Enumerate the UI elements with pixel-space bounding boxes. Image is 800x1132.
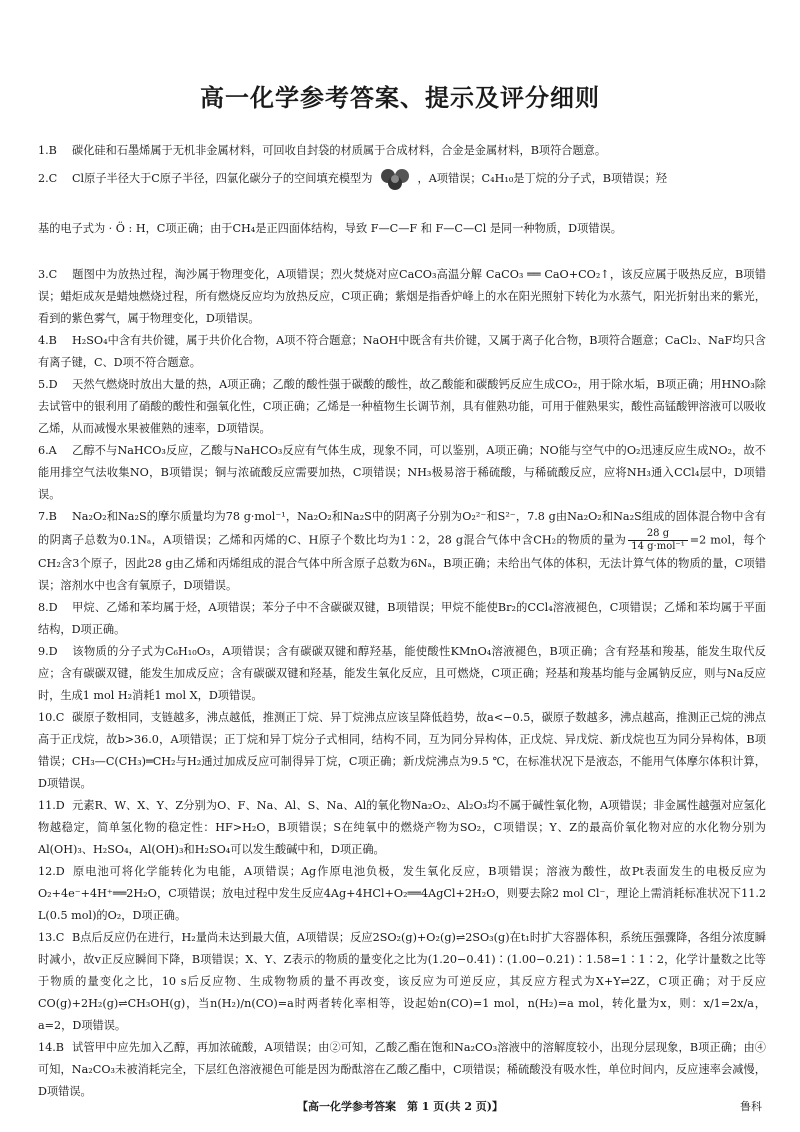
answer-number: 7.B	[38, 510, 57, 523]
fraction-denominator: 14 g·mol⁻¹	[631, 541, 685, 552]
answer-number: 12.D	[38, 865, 65, 878]
answer-text: 碳化硅和石墨烯属于无机非金属材料，可回收自封袋的材质属于合成材料，合金是金属材料，B项符合题意。	[72, 144, 607, 157]
publisher-label: 鲁科	[740, 1100, 762, 1113]
answer-number: 3.C	[38, 268, 58, 281]
answer-text: Na₂O₂和Na₂S的摩尔质量均为78 g·mol⁻¹，Na₂O₂和Na₂S中的阴离子分别为O₂²⁻和S²⁻，7.8 g由Na₂O₂和Na₂S组成的固体混合物中含有的阴离子总数为0.1Nₐ，A项错误；乙烯和丙烯的C、H原子个数比均为1∶2，28 g混合气体	[38, 510, 766, 547]
answer-item-13	[38, 927, 766, 1037]
answer-number: 1.B	[38, 144, 57, 157]
answer-item-12	[38, 861, 766, 927]
answer-number: 11.D	[38, 799, 65, 812]
answer-text: B点后反应仍在进行，H₂量尚未达到最大值，A项错误；反应2SO₂(g)+O₂(g)⇌2SO₃(g)在t₁时扩大容器体积，系统压强骤降，各组分浓度瞬时减小，故v正反应瞬间下降，B项错误；X、Y、Z表示的物质的量变化之比为(1.20−0.41)∶(1.00−0.21)∶1.58=1∶1∶2，化学计量数之比等于物质的量变化之比，10 s后反应物、生成物物质的量不再改变，该反应为可逆反应，其反应方程式为X+Y⇌2Z，C项正确；对于反应CO(g)+2H₂(g)⇌CH₃OH(g)，当n(H₂)/n(CO)=a时两者转化率相等，设起始n(CO)=1 mol，n(H₂)=a mol，转化量为x，则：x/1=2x/a，a=2，D项错误。	[38, 931, 766, 1032]
answer-text: 该物质的分子式为C₆H₁₀O₃，A项错误；含有碳碳双键和醇羟基，能使酸性KMnO₄溶液褪色，B项正确；含有羟基和羧基，能发生取代反应；含有碳碳双键，能发生加成反应；含有碳碳双键和羟基，能发生氧化反应，且可燃烧，C项正确；羟基和羧基均能与金属钠反应，则与Na反应时，生成1 mol H₂消耗1 mol X，D项错误。	[38, 645, 766, 702]
answer-text: 甲烷、乙烯和苯均属于烃，A项错误；苯分子中不含碳碳双键，B项错误；甲烷不能使Br₂的CCl₄溶液褪色，C项错误；乙烯和苯均属于平面结构，D项正确。	[38, 601, 766, 636]
answer-text-line2: 基的电子式为 · Ö : H，C项正确；由于CH₄是正四面体结构，导致 F—C—F 和 F—C—Cl 是同一种物质，D项错误。	[38, 222, 622, 235]
answer-text-cont: ，A项错误；C₄H₁₀是丁烷的分子式，B项错误；羟	[417, 172, 667, 185]
answer-text: 天然气燃烧时放出大量的热，A项正确；乙酸的酸性强于碳酸的酸性，故乙酸能和碳酸钙反应生成CO₂，用于除水垢，B项正确；用HNO₃除去试管中的银利用了硝酸的酸性和强氧化性，C项正确；乙烯是一种植物生长调节剂，具有催熟功能，可用于催熟果实，酸性高锰酸钾溶液可以吸收乙烯，从而减慢水果被催熟的速率，D项错误。	[38, 378, 766, 435]
answer-item-6	[38, 440, 766, 506]
answer-number: 14.B	[38, 1041, 65, 1054]
answer-item-3	[38, 264, 766, 330]
answer-item-10	[38, 707, 766, 795]
answer-item-2	[38, 168, 766, 264]
answer-text: Cl原子半径大于C原子半径，四氯化碳分子的空间填充模型为	[72, 172, 373, 185]
fraction-numerator: 28 g	[628, 528, 687, 541]
answer-number: 10.C	[38, 711, 65, 724]
answer-number: 4.B	[38, 334, 57, 347]
answer-item-5	[38, 374, 766, 440]
page-footer: 【高一化学参考答案 第 1 页(共 2 页)】	[296, 1100, 504, 1113]
answer-item-8	[38, 597, 766, 641]
answer-item-1	[38, 140, 766, 162]
answer-text: 原电池可将化学能转化为电能，A项错误；Ag作原电池负极，发生氧化反应，B项错误；溶液为酸性，故Pt表面发生的电极反应为O₂+4e⁻+4H⁺══2H₂O，C项错误；放电过程中发生反应4Ag+4HCl+O₂══4AgCl+2H₂O，则要去除2 mol Cl⁻，理论上需消耗标准状况下11.2 L(0.5 mol)的O₂，D项正确。	[38, 865, 766, 922]
answer-item-7	[38, 506, 766, 597]
ccl4-space-filling-model-icon	[378, 168, 412, 190]
answer-number: 13.C	[38, 931, 65, 944]
answer-item-14	[38, 1037, 766, 1103]
answer-number: 8.D	[38, 601, 58, 614]
answer-number: 5.D	[38, 378, 58, 391]
answer-text-2b: =2 mol，每个CH₂含3个原子，因此28 g由乙烯和丙烯组成的混合气体中所含原子总数为6Nₐ，B项正确；未给出气体的体积，无法计算气体的物质的量，C项错误；溶剂水中也含有氧原子，D项错误。	[38, 533, 766, 592]
answer-text: 碳原子数相同，支链越多，沸点越低，推测正丁烷、异丁烷沸点应该呈降低趋势，故a<−0.5，碳原子数越多，沸点越高，推测正己烷的沸点高于正戊烷，故b>36.0，A项错误；正丁烷和异丁烷分子式相同，结构不同，互为同分异构体，正戊烷、异戊烷、新戊烷也互为同分异构体，B项错误；CH₃—C(CH₃)═CH₂与H₂通过加成反应可制得异丁烷，C项正确；新戊烷沸点为9.5 ℃，在标准状况下是液态，不能用气体摩尔体积计算，D项错误。	[38, 711, 766, 790]
answer-text: 元素R、W、X、Y、Z分别为O、F、Na、Al、S、Na、Al的氧化物Na₂O₂、Al₂O₃均不属于碱性氧化物，A项错误；非金属性越强对应氢化物越稳定，简单氢化物的稳定性：HF>H₂O，B项错误；S在纯氧中的燃烧产物为SO₂，C项错误；Y、Z的最高价氧化物对应的水化物分别为Al(OH)₃、H₂SO₄，Al(OH)₃和H₂SO₄可以发生酸碱中和，D项正确。	[38, 799, 766, 856]
answer-item-9	[38, 641, 766, 707]
answer-number: 2.C	[38, 172, 58, 185]
answer-number: 9.D	[38, 645, 58, 658]
answer-list	[38, 140, 766, 1103]
answer-number: 6.A	[38, 444, 57, 457]
answer-text: 乙醇不与NaHCO₃反应，乙酸与NaHCO₃反应有气体生成，现象不同，可以鉴别，A项正确；NO能与空气中的O₂迅速反应生成NO₂，故不能用排空气法收集NO，B项错误；铜与浓硫酸反应需要加热，C项错误；NH₃极易溶于稀硫酸，与稀硫酸反应，应将NH₃通入CCl₄层中，D项错误。	[38, 444, 766, 501]
answer-text: 试管甲中应先加入乙醇，再加浓硫酸，A项错误；由②可知，乙酸乙酯在饱和Na₂CO₃溶液中的溶解度较小，出现分层现象，B项正确；由④可知，Na₂CO₃未被消耗完全，下层红色溶液褪色可能是因为酚酞溶在乙酸乙酯中，C项错误；稀硫酸没有吸水性，单位时间内，反应速率会减慢，D项错误。	[38, 1041, 766, 1098]
answer-item-4	[38, 330, 766, 374]
answer-item-11	[38, 795, 766, 861]
molar-fraction	[628, 528, 687, 553]
page-title: 高一化学参考答案、提示及评分细则	[200, 84, 600, 112]
answer-text: 题图中为放热过程，淘沙属于物理变化，A项错误；烈火焚烧对应CaCO₃高温分解 CaCO₃ ══ CaO+CO₂↑，该反应属于吸热反应，B项错误；蜡炬成灰是蜡烛燃烧过程，所有燃烧反应均为放热反应，C项正确；紫烟是指香炉峰上的水在阳光照射下转化为水蒸气，阳光折射出来的紫光，看到的紫色雾气，属于物理变化，D项错误。	[38, 268, 766, 325]
answer-text-2a: 中含CH₂的物质的量为	[510, 533, 627, 547]
answer-text: H₂SO₄中含有共价键，属于共价化合物，A项不符合题意；NaOH中既含有共价键，又属于离子化合物，B项符合题意；CaCl₂、NaF均只含有离子键，C、D项不符合题意。	[38, 334, 766, 369]
